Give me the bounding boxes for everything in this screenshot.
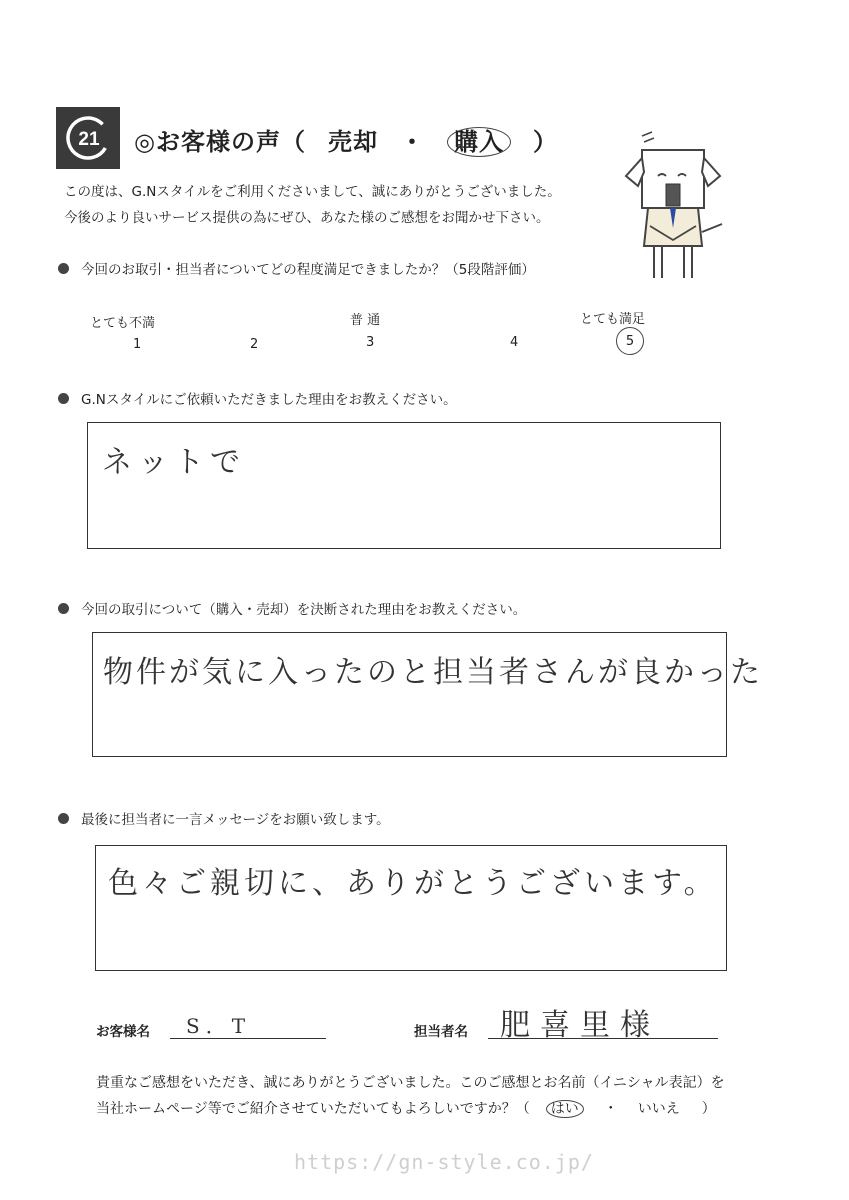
staff-name-line [488,1002,718,1043]
answer-2-handwriting: ネットで [102,445,246,480]
rating-1: 1 [133,337,142,352]
staff-name-value: 肥喜里様 [500,1008,660,1043]
bullet-icon [58,603,69,614]
answer-4-handwriting: 色々ご親切に、ありがとうございます。 [108,866,718,901]
footer-line-2-text: 当社ホームページ等でご紹介させていただいてもよろしいですか？（ [96,1101,530,1117]
rating-3: 3 [366,335,375,350]
option-buy-circled: 購入 [447,127,511,157]
option-separator: ・ [399,128,425,156]
answer-box-3 [92,632,763,757]
staff-name-label: 担当者名 [414,1024,468,1040]
bullet-icon [58,813,69,824]
question-1 [58,258,535,278]
answer-box-4 [95,845,727,971]
answer-box-2 [87,422,721,549]
question-4 [58,808,390,828]
title-prefix: ◎お客様の声（ [134,128,306,156]
customer-name-value: S．T [186,1014,252,1038]
website-watermark: https://gn-style.co.jp/ [294,1150,594,1174]
scale-label-low: とても不満 [90,316,156,331]
title-suffix: ） [532,128,558,156]
question-3-text: 今回の取引について（購入・売却）を決断された理由をお教えください。 [81,602,527,618]
answer-3-handwriting: 物件が気に入ったのと担当者さんが良かった [103,655,763,690]
scale-label-mid: 普 通 [350,313,381,328]
scale-label-high: とても満足 [580,312,646,327]
intro-line-2: 今後のより良いサービス提供の為にぜひ、あなた様のご感想をお聞かせ下さい。 [64,210,550,226]
footer-line-1: 貴重なご感想をいただき、誠にありがとうございました。このご感想とお名前（イニシャル表記）を [96,1075,725,1091]
bullet-icon [58,263,69,274]
question-1-text: 今回のお取引・担当者についてどの程度満足できましたか？（5段階評価） [81,262,535,278]
intro-line-1: この度は、G.Nスタイルをご利用くださいまして、誠にありがとうございました。 [64,184,561,200]
page-title [134,122,558,157]
c21-emblem-icon [56,107,120,169]
question-3 [58,598,526,618]
question-2 [58,388,457,408]
customer-name-label: お客様名 [96,1024,150,1040]
consent-yes-circled: はい [546,1100,584,1118]
dog-mascot-illustration [620,128,730,288]
rating-2: 2 [250,337,259,352]
rating-5-circled: 5 [616,327,644,355]
question-4-text: 最後に担当者に一言メッセージをお願い致します。 [81,812,390,828]
consent-separator: ・ [603,1101,618,1117]
bullet-icon [58,393,69,404]
svg-text:21: 21 [78,129,100,150]
footer-close-paren: ） [701,1101,716,1117]
option-sell: 売却 [327,128,378,156]
customer-name-line [170,1008,326,1039]
consent-no: いいえ [637,1101,680,1117]
footer-line-2 [96,1098,716,1118]
question-2-text: G.Nスタイルにご依頼いただきました理由をお教えください。 [81,392,457,408]
rating-4: 4 [510,335,519,350]
century21-logo [56,107,120,169]
